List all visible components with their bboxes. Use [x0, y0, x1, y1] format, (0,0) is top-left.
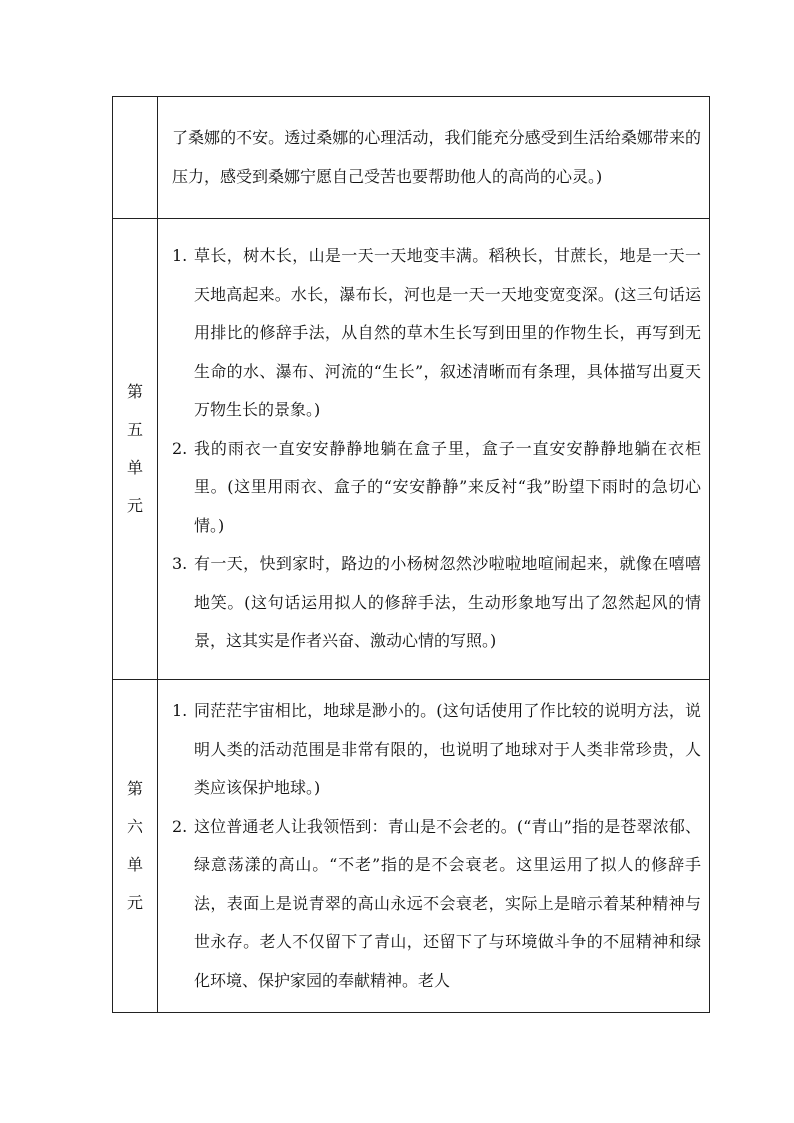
table-row [113, 97, 710, 219]
content-cell [158, 97, 710, 219]
unit-label-char: 单 [126, 458, 143, 477]
table-row [113, 219, 710, 680]
list-item [172, 692, 701, 808]
unit-label-char: 元 [126, 893, 143, 912]
item-text: 这位普通老人让我领悟到：青山是不会老的。(“青山”指的是苍翠浓郁、绿意荡漾的高山。“不老”指的是不会衰老。这里运用了拟人的修辞手法，表面上是说青翠的高山永远不会衰老，实际上是暗示着某种精神与世永存。老人不仅留下了青山，还留下了与环境做斗争的不屈精神和绿化环境、保护家园的奉献精神。老人 [194, 816, 701, 990]
unit-label-cell [113, 219, 158, 680]
unit-label-char: 第 [126, 382, 143, 401]
list-item [172, 545, 701, 661]
unit-label-char: 单 [126, 855, 143, 874]
content-cell [158, 219, 710, 680]
item-number: 2. [172, 438, 188, 458]
unit-label-char: 第 [126, 779, 143, 798]
item-text: 同茫茫宇宙相比，地球是渺小的。(这句话使用了作比较的说明方法，说明人类的活动范围是非常有限的，也说明了地球对于人类非常珍贵，人类应该保护地球。) [194, 701, 701, 797]
unit-label-char: 五 [126, 420, 143, 439]
table-row [113, 680, 710, 1013]
list-item [172, 237, 701, 430]
unit-label-cell-empty [113, 97, 158, 219]
item-number: 3. [172, 554, 188, 574]
item-number: 1. [172, 701, 188, 720]
unit-label-char: 元 [126, 496, 143, 515]
item-number: 1. [172, 246, 188, 266]
unit-label-char: 六 [126, 817, 143, 836]
list-item [172, 430, 701, 546]
list-item [172, 808, 701, 1001]
item-text: 有一天，快到家时，路边的小杨树忽然沙啦啦地喧闹起来，就像在嘻嘻地笑。(这句话运用拟人的修辞手法，生动形象地写出了忽然起风的情景，这其实是作者兴奋、激动心情的写照。) [194, 554, 701, 651]
content-cell [158, 680, 710, 1013]
paragraph: 了桑娜的不安。透过桑娜的心理活动，我们能充分感受到生活给桑娜带来的压力，感受到桑娜宁愿自己受苦也要帮助他人的高尚的心灵。) [172, 128, 701, 186]
unit-label-cell [113, 680, 158, 1013]
content-table [112, 96, 710, 1013]
item-text: 我的雨衣一直安安静静地躺在盒子里，盒子一直安安静静地躺在衣柜里。(这里用雨衣、盒子的“安安静静”来反衬“我”盼望下雨时的急切心情。) [194, 438, 701, 535]
item-text: 草长，树木长，山是一天一天地变丰满。稻秧长，甘蔗长，地是一天一天地高起来。水长，瀑布长，河也是一天一天地变宽变深。(这三句话运用排比的修辞手法，从自然的草木生长写到田里的作物生长，再写到无生命的水、瀑布、河流的“生长”，叙述清晰而有条理，具体描写出夏天万物生长的景象。) [194, 246, 701, 420]
item-number: 2. [172, 816, 188, 836]
